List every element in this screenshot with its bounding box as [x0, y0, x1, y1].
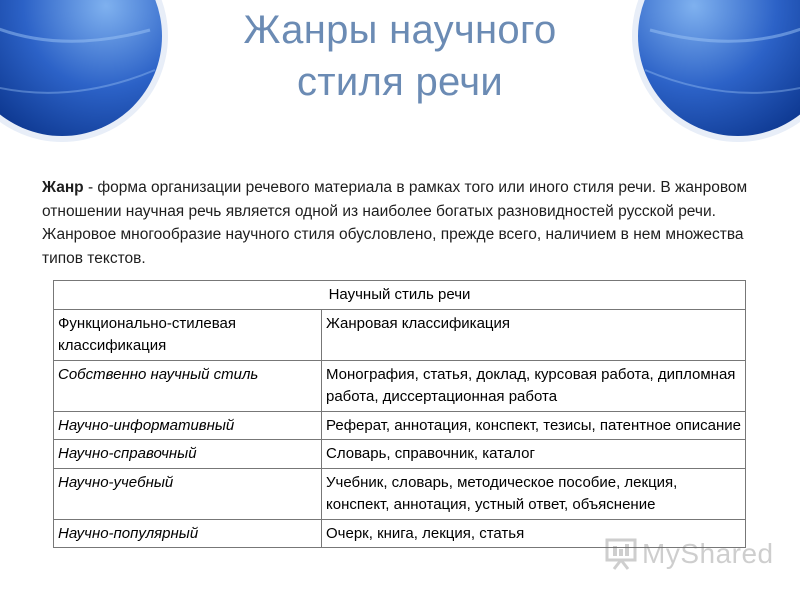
table-title: Научный стиль речи — [54, 281, 746, 310]
genres-table — [53, 280, 746, 548]
watermark-text: MyShared — [642, 538, 774, 569]
column-header-genres: Жанровая классификация — [322, 309, 746, 360]
watermark — [604, 534, 774, 574]
table-title-row — [54, 281, 746, 310]
genres-cell: Реферат, аннотация, конспект, тезисы, патентное описание — [322, 411, 746, 440]
table-row — [54, 360, 746, 411]
table-row — [54, 411, 746, 440]
genres-cell: Очерк, книга, лекция, статья — [322, 519, 746, 548]
slide-title-line-1: Жанры научного — [243, 8, 557, 52]
style-cell: Научно-учебный — [54, 468, 322, 519]
style-cell: Собственно научный стиль — [54, 360, 322, 411]
table-row — [54, 468, 746, 519]
slide-title — [0, 4, 800, 108]
genres-cell: Учебник, словарь, методическое пособие, лекция, конспект, аннотация, устный ответ, объяснение — [322, 468, 746, 519]
genres-cell: Словарь, справочник, каталог — [322, 440, 746, 469]
slide-title-line-2: стиля речи — [296, 60, 504, 104]
style-cell: Научно-популярный — [54, 519, 322, 548]
intro-term: Жанр — [42, 179, 84, 196]
column-header-style: Функционально-стилевая классификация — [54, 309, 322, 360]
style-cell: Научно-справочный — [54, 440, 322, 469]
presentation-board-icon — [604, 537, 638, 571]
genres-cell: Монография, статья, доклад, курсовая работа, дипломная работа, диссертационная работа — [322, 360, 746, 411]
table-row — [54, 440, 746, 469]
table-header-row — [54, 309, 746, 360]
intro-text: - форма организации речевого материала в рамках того или иного стиля речи. В жанровом отношении научная речь является одной из наиболее богатых разновидностей русской речи. Жанровое многообразие научного стиля обусловлено, прежде всего, наличием в нем множества типов текстов. — [42, 179, 748, 267]
intro-paragraph — [42, 176, 772, 270]
style-cell: Научно-информативный — [54, 411, 322, 440]
